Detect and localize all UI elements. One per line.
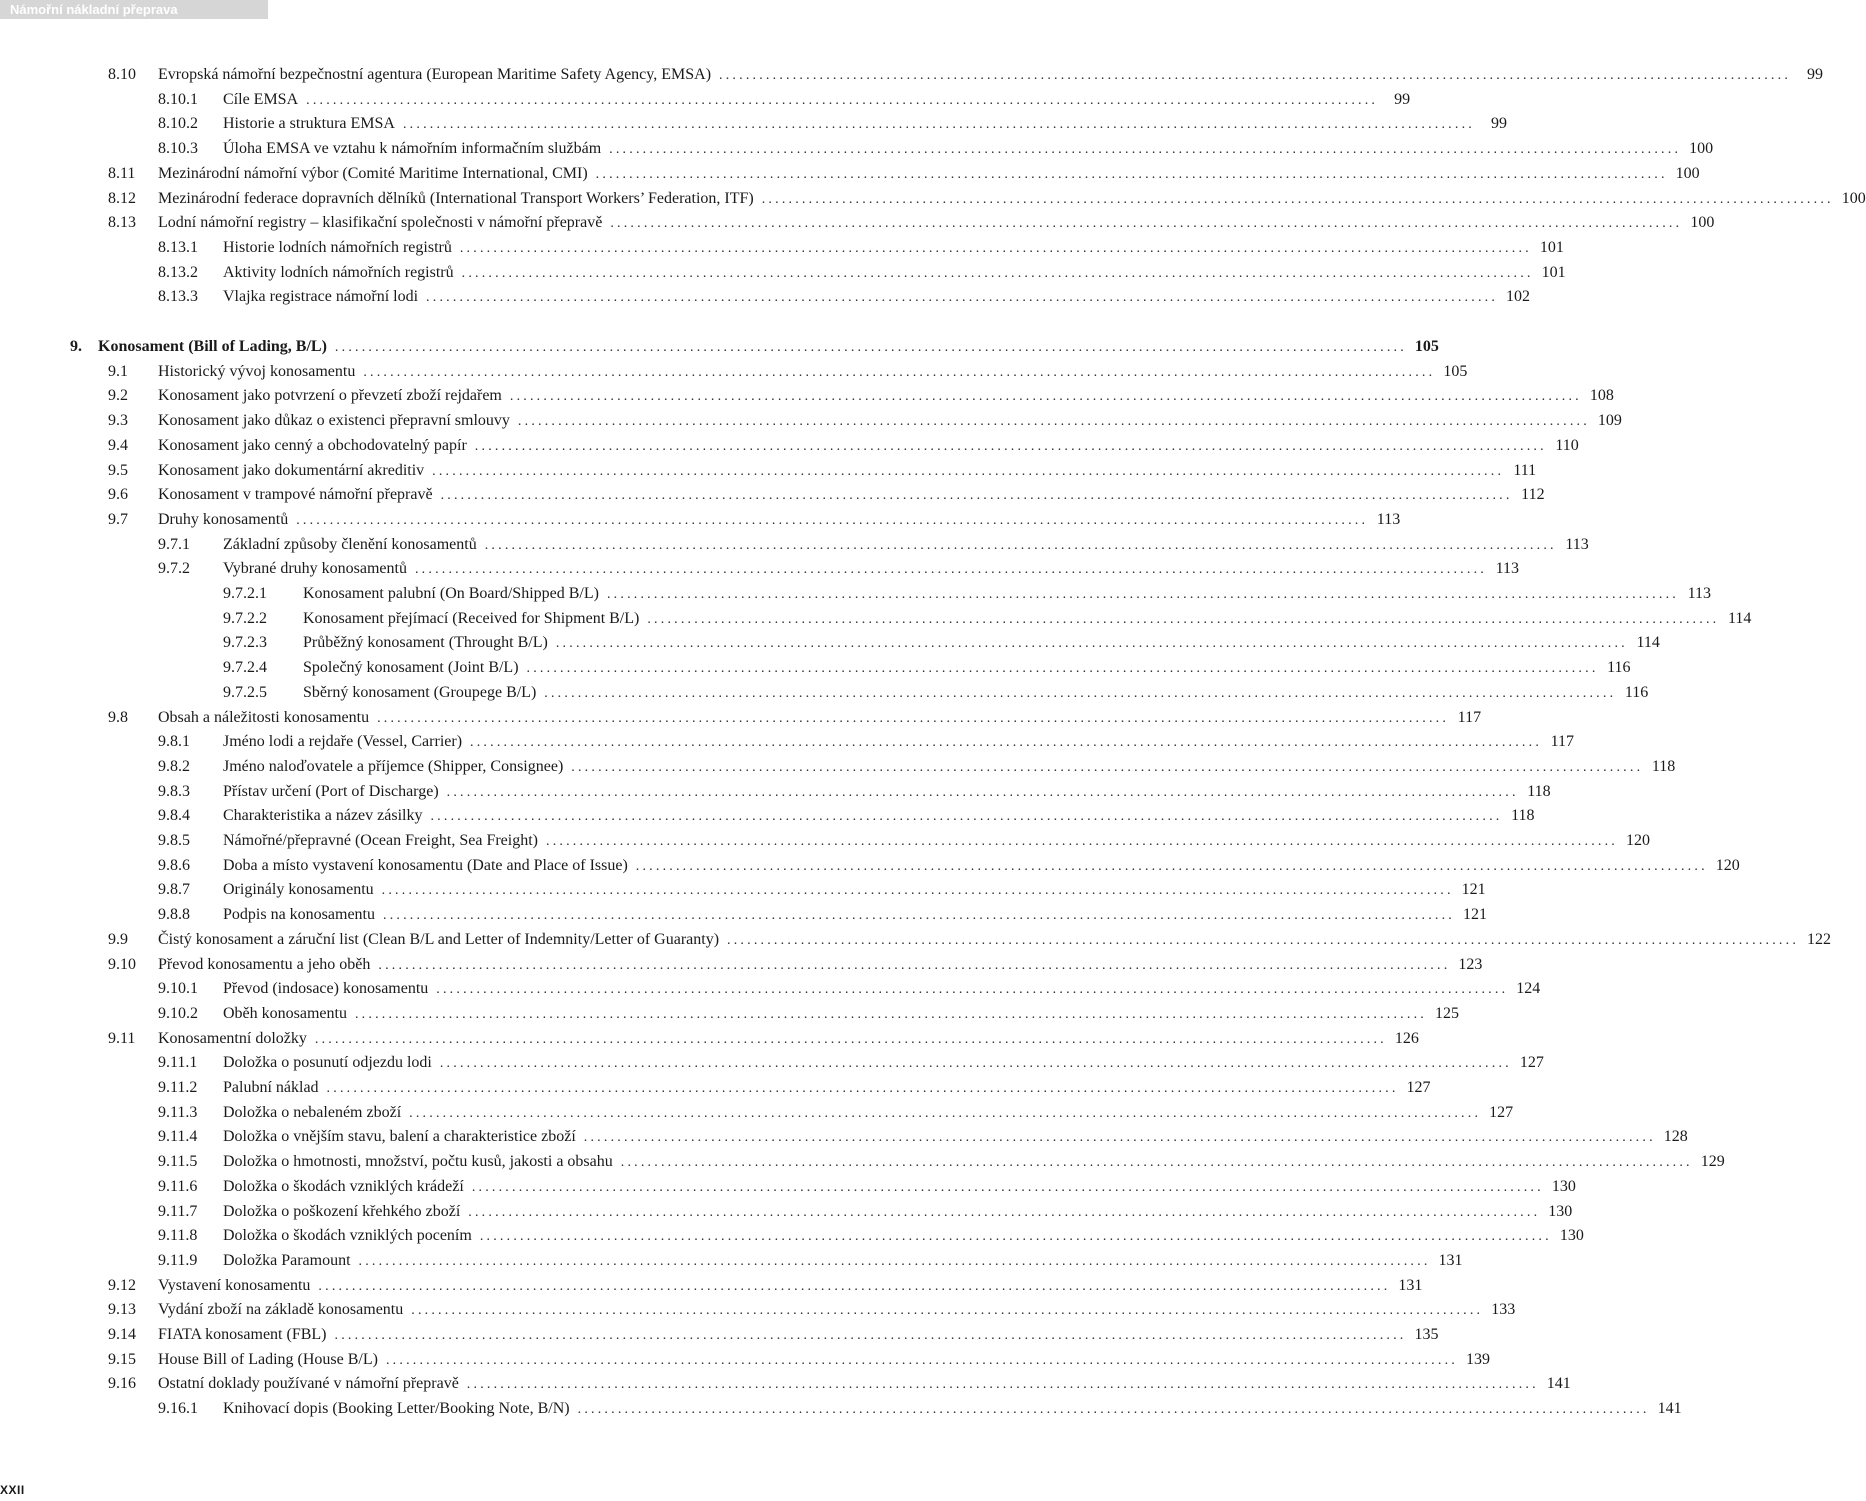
- dot-leader: ................................................................................................................................................................: [440, 488, 1513, 504]
- dot-leader: ................................................................................................................................................................: [363, 364, 1436, 380]
- toc-entry-number: 9.7.2.2: [223, 609, 267, 627]
- toc-entry[interactable]: [158, 829, 1650, 854]
- toc-entry-number: 9.9: [108, 930, 128, 948]
- toc-entry-title: Čistý konosament a záruční list (Clean B/L and Letter of Indemnity/Letter of Guaranty): [158, 930, 720, 948]
- toc-entry-page: 128: [1663, 1128, 1688, 1146]
- toc-entry-page: 118: [1651, 757, 1676, 775]
- toc-entry-page: 141: [1546, 1375, 1571, 1393]
- toc-entry[interactable]: [158, 903, 1487, 928]
- toc-entry-page: 124: [1516, 980, 1541, 998]
- toc-entry[interactable]: [158, 1002, 1459, 1027]
- toc-entry-page: 126: [1394, 1029, 1419, 1047]
- toc-entry-page: 100: [1690, 214, 1715, 232]
- toc-entry[interactable]: [158, 285, 1531, 310]
- toc-entry-title: Historie lodních námořních registrů: [223, 238, 452, 256]
- toc-entry-title: House Bill of Lading (House B/L): [158, 1350, 378, 1368]
- dot-leader: ................................................................................................................................................................: [719, 68, 1792, 83]
- toc-entry-page: 135: [1414, 1326, 1439, 1343]
- toc-entry[interactable]: [223, 582, 1711, 607]
- toc-entry-number: 8.13.1: [158, 238, 198, 256]
- toc-entry[interactable]: [108, 211, 1715, 236]
- toc-entry-page: 101: [1539, 238, 1564, 256]
- toc-entry-number: 9.8.2: [158, 757, 190, 775]
- toc-entry[interactable]: [108, 1348, 1490, 1373]
- toc-entry-page: 120: [1626, 832, 1650, 849]
- toc-entry[interactable]: [108, 1323, 1439, 1348]
- toc-entry[interactable]: [158, 804, 1535, 829]
- dot-leader: ................................................................................................................................................................: [555, 636, 1628, 652]
- toc-entry-page: 111: [1513, 461, 1537, 479]
- toc-entry-number: 9.3: [108, 412, 128, 430]
- running-head: [0, 0, 268, 19]
- dot-leader: ................................................................................................................................................................: [526, 661, 1599, 677]
- page-number: XXII: [0, 1483, 25, 1497]
- toc-entry-title: Aktivity lodních námořních registrů: [223, 263, 454, 281]
- toc-entry-title: Doložka o vnějším stavu, balení a charakteristice zboží: [223, 1128, 576, 1146]
- dot-leader: ................................................................................................................................................................: [385, 1352, 1458, 1368]
- toc-entry-number: 9.8.7: [158, 881, 190, 899]
- toc-entry-page: 113: [1565, 535, 1589, 553]
- dot-leader: ................................................................................................................................................................: [583, 1130, 1656, 1146]
- toc-entry-title: Vydání zboží na základě konosamentu: [158, 1301, 404, 1319]
- toc-entry-number: 9.7.1: [158, 535, 190, 553]
- toc-entry-title: Konosament palubní (On Board/Shipped B/L): [303, 585, 599, 602]
- toc-entry-title: Podpis na konosamentu: [223, 906, 375, 924]
- toc-entry-number: 9.7.2.4: [223, 659, 267, 677]
- toc-entry-page: 133: [1491, 1301, 1516, 1319]
- toc-entry[interactable]: [158, 780, 1551, 805]
- toc-entry-number: 9.7.2: [158, 560, 190, 578]
- dot-leader: ................................................................................................................................................................: [761, 191, 1834, 207]
- toc-entry-title: Obsah a náležitosti konosamentu: [158, 708, 370, 726]
- dot-leader: ................................................................................................................................................................: [432, 463, 1505, 479]
- dot-leader: ................................................................................................................................................................: [314, 1031, 1387, 1047]
- toc-entry[interactable]: [158, 1200, 1573, 1225]
- toc-entry-number: 9.7.2.5: [223, 683, 267, 701]
- toc-entry-title: FIATA konosament (FBL): [158, 1326, 327, 1343]
- dot-leader: ................................................................................................................................................................: [727, 932, 1800, 948]
- toc-entry-number: 9.8.1: [158, 733, 190, 751]
- toc-entry-number: 9.11.6: [158, 1177, 198, 1195]
- toc-entry-number: 9.6: [108, 486, 128, 504]
- toc-entry-number: 9.10: [108, 955, 136, 973]
- toc-entry-page: 108: [1589, 387, 1614, 405]
- toc-entry-page: 125: [1434, 1004, 1459, 1022]
- dot-leader: ................................................................................................................................................................: [334, 1328, 1407, 1343]
- dot-leader: ................................................................................................................................................................: [426, 290, 1499, 306]
- toc-entry[interactable]: [158, 236, 1564, 261]
- toc-entry-page: 100: [1689, 140, 1714, 158]
- dot-leader: ................................................................................................................................................................: [381, 883, 1454, 899]
- toc-entry[interactable]: [223, 656, 1631, 681]
- toc-entry-page: 112: [1521, 486, 1545, 504]
- toc-entry[interactable]: [108, 187, 1866, 212]
- toc-entry-title: Doložka o hmotnosti, množství, počtu kusů, jakosti a obsahu: [223, 1153, 613, 1171]
- toc-entry-title: Základní způsoby členění konosamentů: [223, 535, 477, 553]
- dot-leader: ................................................................................................................................................................: [484, 537, 1557, 553]
- toc-entry-page: 129: [1700, 1153, 1725, 1171]
- toc-entry-title: Doložka o posunutí odjezdu lodi: [223, 1054, 432, 1072]
- toc-entry[interactable]: [158, 1076, 1431, 1101]
- toc-entry[interactable]: [158, 1175, 1576, 1200]
- toc-entry[interactable]: [108, 384, 1614, 409]
- toc-entry[interactable]: [108, 409, 1622, 434]
- dot-leader: ................................................................................................................................................................: [620, 1155, 1693, 1171]
- dot-leader: ................................................................................................................................................................: [377, 710, 1450, 726]
- toc-entry[interactable]: [158, 1249, 1463, 1274]
- toc-entry-title: Historický vývoj konosamentu: [158, 362, 356, 380]
- dot-leader: ................................................................................................................................................................: [378, 957, 1451, 973]
- toc-entry-number: 9.16: [108, 1375, 136, 1393]
- toc-entry-title: Druhy konosamentů: [158, 510, 289, 528]
- toc-entry[interactable]: [108, 928, 1832, 953]
- toc-entry-title: Konosament v trampové námořní přepravě: [158, 486, 433, 504]
- toc-entry[interactable]: [108, 162, 1700, 187]
- toc-entry-page: 121: [1461, 881, 1486, 899]
- toc-entry-number: 9.12: [108, 1276, 136, 1294]
- toc-entry[interactable]: [223, 607, 1752, 632]
- dot-leader: ................................................................................................................................................................: [647, 611, 1720, 627]
- dot-leader: ................................................................................................................................................................: [517, 414, 1590, 430]
- toc-entry[interactable]: [70, 335, 1439, 360]
- toc-entry-page: 123: [1458, 955, 1483, 973]
- toc-entry[interactable]: [158, 730, 1575, 755]
- toc-entry-title: Vlajka registrace námořní lodi: [223, 288, 419, 306]
- toc-entry-page: 141: [1657, 1400, 1682, 1418]
- toc-entry-page: 127: [1489, 1103, 1514, 1121]
- dot-leader: ................................................................................................................................................................: [430, 809, 1503, 825]
- toc-entry-page: 109: [1597, 412, 1622, 430]
- toc-entry-page: 127: [1406, 1079, 1431, 1096]
- toc-entry-page: 130: [1551, 1177, 1576, 1195]
- toc-entry-title: Oběh konosamentu: [223, 1004, 347, 1022]
- running-head-title: Námořní nákladní přeprava: [10, 2, 178, 17]
- toc-entry-page: 130: [1548, 1202, 1573, 1220]
- toc-entry[interactable]: [158, 977, 1541, 1002]
- toc-entry-number: 9.2: [108, 387, 128, 405]
- dot-leader: ................................................................................................................................................................: [354, 1006, 1427, 1022]
- toc-entry[interactable]: [158, 1051, 1544, 1076]
- toc-entry[interactable]: [108, 953, 1483, 978]
- dot-leader: ................................................................................................................................................................: [439, 1056, 1512, 1072]
- toc-entry-number: 9.15: [108, 1350, 136, 1368]
- toc-entry-page: 120: [1715, 856, 1740, 874]
- toc-entry-title: Palubní náklad: [223, 1079, 319, 1096]
- toc-entry-number: 9.16.1: [158, 1400, 198, 1418]
- toc-entry-number: 9.8.4: [158, 807, 190, 825]
- toc-entry-title: Konosament jako důkaz o existenci přepravní smlouvy: [158, 412, 510, 430]
- toc-entry[interactable]: [108, 1274, 1423, 1299]
- toc-entry-number: 9.11.7: [158, 1202, 198, 1220]
- toc-entry-title: Doložka o poškození křehkého zboží: [223, 1202, 461, 1220]
- dot-leader: ................................................................................................................................................................: [383, 908, 1455, 924]
- toc-entry-title: Knihovací dopis (Booking Letter/Booking Note, B/N): [223, 1400, 570, 1418]
- toc-entry-page: 102: [1506, 288, 1531, 306]
- toc-entry-number: 9.7.2.1: [223, 585, 267, 602]
- toc-entry-page: 100: [1675, 164, 1700, 182]
- toc-entry[interactable]: [158, 112, 1507, 137]
- toc-entry-number: 8.13: [108, 214, 136, 232]
- dot-leader: ................................................................................................................................................................: [459, 240, 1532, 256]
- toc-entry-page: 114: [1636, 634, 1660, 652]
- toc-entry-page: 127: [1519, 1054, 1544, 1072]
- toc-entry[interactable]: [223, 681, 1649, 706]
- toc-entry[interactable]: [108, 1298, 1516, 1323]
- dot-leader: ................................................................................................................................................................: [411, 1303, 1484, 1319]
- toc-entry-page: 99: [1807, 66, 1824, 83]
- toc-entry-title: Cíle EMSA: [223, 90, 299, 108]
- toc-entry-title: Lodní námořní registry – klasifikační společnosti v námořní přepravě: [158, 214, 603, 232]
- dot-leader: ................................................................................................................................................................: [595, 166, 1668, 182]
- toc-entry-page: 113: [1376, 510, 1401, 528]
- dot-leader: ................................................................................................................................................................: [471, 1179, 1544, 1195]
- toc-entry-title: Mezinárodní námořní výbor (Comité Maritime International, CMI): [158, 164, 588, 182]
- dot-leader: ................................................................................................................................................................: [318, 1278, 1391, 1294]
- toc-entry-title: Úloha EMSA ve vztahu k námořním informačním službám: [223, 140, 602, 158]
- toc-entry-page: 99: [1394, 90, 1411, 108]
- toc-entry-page: 99: [1490, 115, 1507, 133]
- toc-entry[interactable]: [108, 63, 1824, 88]
- dot-leader: ................................................................................................................................................................: [326, 1081, 1399, 1096]
- toc-entry-number: 8.10: [108, 66, 136, 83]
- dot-leader: ................................................................................................................................................................: [461, 265, 1534, 281]
- toc-entry-title: Konosament jako potvrzení o převzetí zboží rejdařem: [158, 387, 502, 405]
- toc-entry-title: Doložka Paramount: [223, 1251, 351, 1269]
- toc-entry-number: 8.10.1: [158, 90, 198, 108]
- toc-entry-title: Vybrané druhy konosamentů: [223, 560, 407, 578]
- toc-entry[interactable]: [108, 360, 1468, 385]
- toc-entry-page: 113: [1495, 560, 1519, 578]
- toc-entry-title: Konosament jako cenný a obchodovatelný papír: [158, 436, 467, 454]
- toc-entry-number: 9.8.8: [158, 906, 190, 924]
- toc-entry[interactable]: [108, 508, 1401, 533]
- toc-entry-number: 9.11.9: [158, 1251, 198, 1269]
- toc-entry-number: 9.13: [108, 1301, 136, 1319]
- toc-entry-number: 8.13.2: [158, 263, 198, 281]
- toc-entry-page: 122: [1807, 930, 1832, 948]
- toc-entry-number: 9.10.2: [158, 1004, 198, 1022]
- toc-entry[interactable]: [158, 1150, 1725, 1175]
- toc-entry-page: 117: [1550, 733, 1575, 751]
- toc-entry-number: 8.11: [108, 164, 136, 182]
- toc-entry-title: Převod (indosace) konosamentu: [223, 980, 429, 998]
- toc-entry-number: 9.8.3: [158, 782, 190, 800]
- toc-entry-page: 131: [1438, 1251, 1463, 1269]
- toc-entry-number: 9.4: [108, 436, 128, 454]
- toc-entry-page: 130: [1559, 1227, 1584, 1245]
- toc-entry-title: Mezinárodní federace dopravních dělníků (International Transport Workers’ Federation, ITF): [158, 189, 754, 207]
- toc-entry[interactable]: [158, 137, 1714, 162]
- toc-entry[interactable]: [158, 1125, 1688, 1150]
- toc-entry-page: 105: [1414, 338, 1439, 355]
- toc-entry-page: 139: [1465, 1350, 1490, 1368]
- toc-entry-page: 131: [1398, 1276, 1423, 1294]
- toc-entry-page: 113: [1687, 585, 1711, 602]
- dot-leader: ................................................................................................................................................................: [468, 1204, 1541, 1220]
- toc-entry-number: 9.1: [108, 362, 128, 380]
- toc-entry-number: 8.10.3: [158, 140, 198, 158]
- dot-leader: ................................................................................................................................................................: [306, 92, 1379, 108]
- toc-entry-page: 121: [1463, 906, 1487, 924]
- toc-entry-page: 118: [1511, 807, 1535, 825]
- toc-entry[interactable]: [158, 1101, 1514, 1126]
- toc-entry[interactable]: [108, 1027, 1419, 1052]
- dot-leader: ................................................................................................................................................................: [606, 587, 1679, 602]
- dot-leader: ................................................................................................................................................................: [358, 1253, 1431, 1269]
- toc-entry[interactable]: [158, 755, 1676, 780]
- toc-entry[interactable]: [158, 557, 1519, 582]
- toc-entry[interactable]: [158, 533, 1589, 558]
- dot-leader: ................................................................................................................................................................: [544, 685, 1617, 701]
- toc-entry[interactable]: [158, 854, 1740, 879]
- toc-entry[interactable]: [158, 88, 1411, 113]
- toc-entry-page: 117: [1457, 708, 1482, 726]
- toc-entry-title: Ostatní doklady používané v námořní přepravě: [158, 1375, 459, 1393]
- toc-entry[interactable]: [158, 261, 1566, 286]
- dot-leader: ................................................................................................................................................................: [474, 438, 1547, 454]
- toc-entry-number: 9.11.3: [158, 1103, 198, 1121]
- toc-entry-number: 9.10.1: [158, 980, 198, 998]
- toc-entry-title: Historie a struktura EMSA: [223, 115, 395, 133]
- toc-entry-title: Doložka o škodách vzniklých krádeží: [223, 1177, 464, 1195]
- dot-leader: ................................................................................................................................................................: [414, 562, 1487, 578]
- toc-entry-page: 105: [1443, 362, 1468, 380]
- toc-entry-number: 9.11.5: [158, 1153, 198, 1171]
- dot-leader: ................................................................................................................................................................: [466, 1377, 1539, 1393]
- toc-entry-title: Doba a místo vystavení konosamentu (Date and Place of Issue): [223, 856, 628, 874]
- toc-entry-number: 9.11.8: [158, 1227, 198, 1245]
- dot-leader: ................................................................................................................................................................: [334, 340, 1407, 355]
- toc-entry-number: 8.13.3: [158, 288, 198, 306]
- toc-entry-number: 9.5: [108, 461, 128, 479]
- toc-entry[interactable]: [158, 1397, 1682, 1422]
- toc-entry-number: 9.8: [108, 708, 128, 726]
- toc-entry[interactable]: [108, 706, 1482, 731]
- toc-entry-title: Průběžný konosament (Throught B/L): [303, 634, 548, 652]
- toc-entry[interactable]: [158, 1224, 1584, 1249]
- toc-entry-number: 9.7: [108, 510, 128, 528]
- toc-entry-title: Doložka o škodách vzniklých pocením: [223, 1227, 472, 1245]
- dot-leader: ................................................................................................................................................................: [577, 1402, 1650, 1418]
- toc-entry-number: 8.12: [108, 189, 136, 207]
- toc-entry-number: 9.11.2: [158, 1079, 198, 1096]
- toc-entry-title: Konosament přejímací (Received for Shipment B/L): [303, 609, 640, 627]
- toc-entry-page: 116: [1624, 683, 1649, 701]
- toc-entry-title: Originály konosamentu: [223, 881, 374, 899]
- dot-leader: ................................................................................................................................................................: [509, 389, 1582, 405]
- dot-leader: ................................................................................................................................................................: [610, 216, 1683, 232]
- dot-leader: ................................................................................................................................................................: [409, 1105, 1482, 1121]
- toc-entry[interactable]: [223, 631, 1660, 656]
- dot-leader: ................................................................................................................................................................: [571, 759, 1644, 775]
- toc-entry-number: 9.: [70, 338, 82, 355]
- toc-entry-number: 9.11.1: [158, 1054, 198, 1072]
- toc-entry-page: 110: [1555, 436, 1579, 454]
- toc-entry[interactable]: [108, 1372, 1571, 1397]
- toc-entry-number: 9.8.5: [158, 832, 190, 849]
- toc-entry-page: 118: [1527, 782, 1551, 800]
- toc-entry-title: Společný konosament (Joint B/L): [303, 659, 519, 677]
- toc-entry[interactable]: [158, 878, 1486, 903]
- toc-entry-page: 116: [1607, 659, 1631, 677]
- toc-entry-title: Převod konosamentu a jeho oběh: [158, 955, 371, 973]
- toc-entry-title: Přístav určení (Port of Discharge): [223, 782, 439, 800]
- toc-entry-number: 9.7.2.3: [223, 634, 267, 652]
- toc-entry-title: Charakteristika a název zásilky: [223, 807, 423, 825]
- toc-entry-title: Vystavení konosamentu: [158, 1276, 311, 1294]
- toc-entry-title: Konosament jako dokumentární akreditiv: [158, 461, 425, 479]
- toc-entry-page: 101: [1541, 263, 1566, 281]
- toc-entry[interactable]: [108, 483, 1545, 508]
- toc-entry-number: 8.10.2: [158, 115, 198, 133]
- dot-leader: ................................................................................................................................................................: [470, 735, 1543, 751]
- toc-entry-number: 9.11.4: [158, 1128, 198, 1146]
- toc-entry[interactable]: [108, 459, 1537, 484]
- toc-entry-title: Doložka o nebaleném zboží: [223, 1103, 402, 1121]
- toc-entry-number: 9.11: [108, 1029, 136, 1047]
- dot-leader: ................................................................................................................................................................: [635, 858, 1708, 874]
- toc-entry[interactable]: [108, 434, 1579, 459]
- toc-entry-number: 9.8.6: [158, 856, 190, 874]
- dot-leader: ................................................................................................................................................................: [546, 834, 1618, 849]
- dot-leader: ................................................................................................................................................................: [479, 1229, 1552, 1245]
- toc-entry-page: 100: [1841, 189, 1866, 207]
- toc-entry-title: Námořné/přepravné (Ocean Freight, Sea Freight): [223, 832, 538, 849]
- toc-entry-title: Sběrný konosament (Groupege B/L): [303, 683, 537, 701]
- toc-entry-title: Jméno lodi a rejdaře (Vessel, Carrier): [223, 733, 463, 751]
- toc-entry-number: 9.14: [108, 1326, 136, 1343]
- toc-entry-title: Konosamentní doložky: [158, 1029, 307, 1047]
- dot-leader: ................................................................................................................................................................: [609, 142, 1682, 158]
- toc-entry-title: Jméno naloďovatele a příjemce (Shipper, Consignee): [223, 757, 564, 775]
- dot-leader: ................................................................................................................................................................: [296, 512, 1369, 528]
- dot-leader: ................................................................................................................................................................: [446, 784, 1519, 800]
- dot-leader: ................................................................................................................................................................: [402, 117, 1475, 133]
- toc-entry-title: Konosament (Bill of Lading, B/L): [98, 338, 327, 355]
- toc-entry-title: Evropská námořní bezpečnostní agentura (European Maritime Safety Agency, EMSA): [158, 66, 712, 83]
- toc-entry-page: 114: [1727, 609, 1752, 627]
- dot-leader: ................................................................................................................................................................: [436, 982, 1509, 998]
